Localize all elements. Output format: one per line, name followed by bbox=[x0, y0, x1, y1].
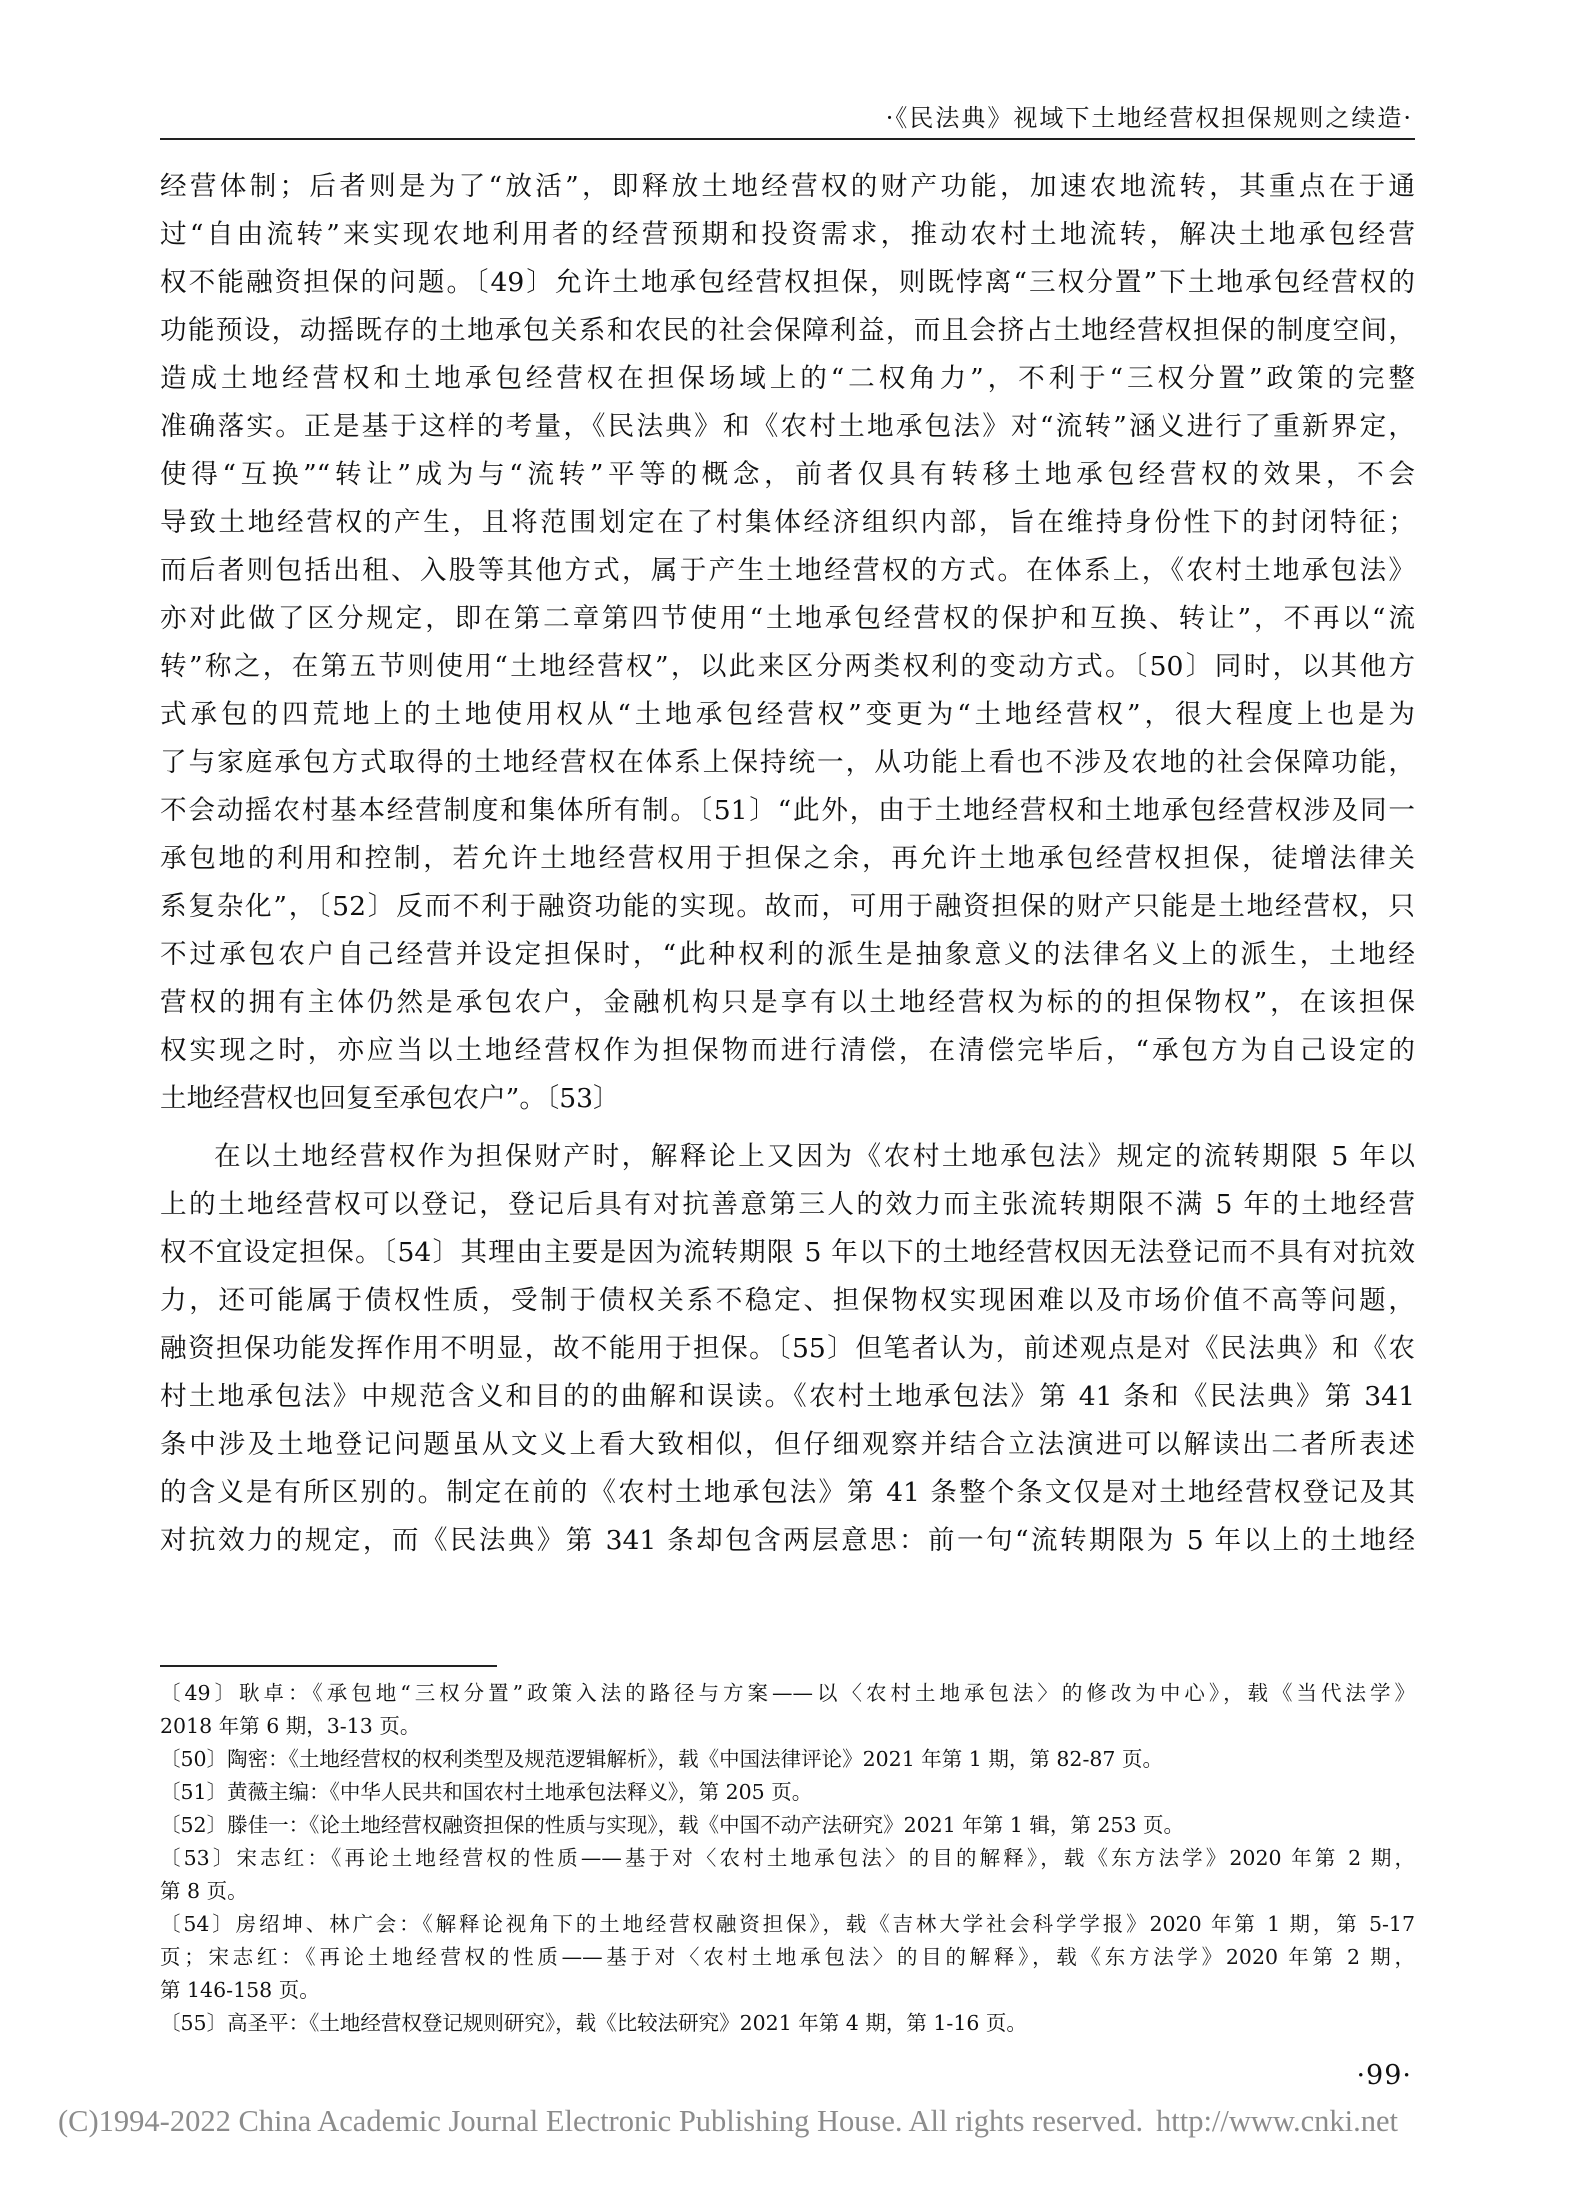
body-line: 权不能融资担保的问题。〔49〕允许土地承包经营权担保，则既悖离“三权分置”下土地承包经营权的 bbox=[160, 267, 1415, 298]
footnote-50: 〔50〕陶密：《土地经营权的权利类型及规范逻辑解析》，载《中国法律评论》2021 年第 1 期，第 82-87 页。 bbox=[160, 1747, 1163, 1771]
article-body bbox=[160, 163, 1415, 1565]
footnote-49: 〔49〕耿卓：《承包地“三权分置”政策入法的路径与方案——以〈农村土地承包法〉的修改为中心》，载《当代法学》 bbox=[160, 1681, 1415, 1705]
body-line: 造成土地经营权和土地承包经营权在担保场域上的“二权角力”，不利于“三权分置”政策的完整 bbox=[160, 363, 1415, 394]
body-line: 权不宜设定担保。〔54〕其理由主要是因为流转期限 5 年以下的土地经营权因无法登记而不具有对抗效 bbox=[160, 1237, 1415, 1268]
footnote-52: 〔52〕滕佳一：《论土地经营权融资担保的性质与实现》，载《中国不动产法研究》2021 年第 1 辑，第 253 页。 bbox=[160, 1813, 1185, 1837]
body-line: 村土地承包法》中规范含义和目的的曲解和误读。《农村土地承包法》第 41 条和《民法典》第 341 bbox=[160, 1381, 1415, 1412]
copyright-notice: (C)1994-2022 China Academic Journal Electronic Publishing House. All rights reserved. bbox=[58, 2104, 1144, 2138]
body-line: 上的土地经营权可以登记，登记后具有对抗善意第三人的效力而主张流转期限不满 5 年的土地经营 bbox=[160, 1189, 1415, 1220]
body-line: 对抗效力的规定，而《民法典》第 341 条却包含两层意思：前一句“流转期限为 5 年以上的土地经 bbox=[160, 1525, 1415, 1556]
body-line: 准确落实。正是基于这样的考量，《民法典》和《农村土地承包法》对“流转”涵义进行了重新界定， bbox=[160, 411, 1415, 442]
footnote-divider bbox=[160, 1665, 497, 1667]
body-line: 过“自由流转”来实现农地利用者的经营预期和投资需求，推动农村土地流转，解决土地承包经营 bbox=[160, 219, 1415, 250]
footnote-54-cont: 第 146-158 页。 bbox=[160, 1978, 320, 2002]
copyright-footer bbox=[58, 2104, 1518, 2139]
body-line: 了与家庭承包方式取得的土地经营权在体系上保持统一，从功能上看也不涉及农地的社会保障功能， bbox=[160, 747, 1415, 778]
cnki-url: http://www.cnki.net bbox=[1156, 2104, 1398, 2138]
body-line: 不过承包农户自己经营并设定担保时，“此种权利的派生是抽象意义的法律名义上的派生，土地经 bbox=[160, 939, 1415, 970]
body-line: 经营体制；后者则是为了“放活”，即释放土地经营权的财产功能，加速农地流转，其重点在于通 bbox=[160, 171, 1415, 202]
body-line: 承包地的利用和控制，若允许土地经营权用于担保之余，再允许土地承包经营权担保，徒增法律关 bbox=[160, 843, 1415, 874]
paragraph-start-line: 在以土地经营权作为担保财产时，解释论上又因为《农村土地承包法》规定的流转期限 5 年以 bbox=[214, 1141, 1415, 1172]
running-header bbox=[160, 96, 1415, 140]
body-line: 使得“互换”“转让”成为与“流转”平等的概念，前者仅具有转移土地承包经营权的效果，不会 bbox=[160, 459, 1415, 490]
body-line: 导致土地经营权的产生，且将范围划定在了村集体经济组织内部，旨在维持身份性下的封闭特征； bbox=[160, 507, 1415, 538]
footnote-54: 〔54〕房绍坤、林广会：《解释论视角下的土地经营权融资担保》，载《吉林大学社会科学学报》2020 年第 1 期，第 5-17 bbox=[160, 1912, 1415, 1936]
body-line: 不会动摇农村基本经营制度和集体所有制。〔51〕“此外，由于土地经营权和土地承包经营权涉及同一 bbox=[160, 795, 1415, 826]
running-title: ·《民法典》视域下土地经营权担保规则之续造· bbox=[885, 104, 1413, 132]
footnote-55: 〔55〕高圣平：《土地经营权登记规则研究》，载《比较法研究》2021 年第 4 期，第 1-16 页。 bbox=[160, 2011, 1027, 2035]
body-line: 条中涉及土地登记问题虽从文义上看大致相似，但仔细观察并结合立法演进可以解读出二者所表述 bbox=[160, 1429, 1415, 1460]
footnote-51: 〔51〕黄薇主编：《中华人民共和国农村土地承包法释义》，第 205 页。 bbox=[160, 1780, 813, 1804]
body-line: 的含义是有所区别的。制定在前的《农村土地承包法》第 41 条整个条文仅是对土地经营权登记及其 bbox=[160, 1477, 1415, 1508]
footnote-53: 〔53〕宋志红：《再论土地经营权的性质——基于对〈农村土地承包法〉的目的解释》，载《东方法学》2020 年第 2 期， bbox=[160, 1846, 1415, 1870]
body-line: 营权的拥有主体仍然是承包农户，金融机构只是享有以土地经营权为标的的担保物权”，在该担保 bbox=[160, 987, 1415, 1018]
body-line: 功能预设，动摇既存的土地承包关系和农民的社会保障利益，而且会挤占土地经营权担保的制度空间， bbox=[160, 315, 1415, 346]
footnote-49-cont: 2018 年第 6 期，3-13 页。 bbox=[160, 1714, 421, 1738]
page-number: ·99· bbox=[1356, 2060, 1412, 2091]
body-line: 土地经营权也回复至承包农户”。〔53〕 bbox=[160, 1083, 620, 1114]
footnote-53-cont: 第 8 页。 bbox=[160, 1879, 248, 1903]
body-line: 而后者则包括出租、入股等其他方式，属于产生土地经营权的方式。在体系上，《农村土地承包法》 bbox=[160, 555, 1415, 586]
footnotes bbox=[160, 1677, 1415, 2040]
body-line: 系复杂化”，〔52〕反而不利于融资功能的实现。故而，可用于融资担保的财产只能是土地经营权，只 bbox=[160, 891, 1415, 922]
body-line: 亦对此做了区分规定，即在第二章第四节使用“土地承包经营权的保护和互换、转让”，不再以“流 bbox=[160, 603, 1415, 634]
body-line: 融资担保功能发挥作用不明显，故不能用于担保。〔55〕但笔者认为，前述观点是对《民法典》和《农 bbox=[160, 1333, 1415, 1364]
footnote-54-cont: 页；宋志红：《再论土地经营权的性质——基于对〈农村土地承包法〉的目的解释》，载《东方法学》2020 年第 2 期， bbox=[160, 1945, 1415, 1969]
body-line: 式承包的四荒地上的土地使用权从“土地承包经营权”变更为“土地经营权”，很大程度上也是为 bbox=[160, 699, 1415, 730]
body-line: 权实现之时，亦应当以土地经营权作为担保物而进行清偿，在清偿完毕后，“承包方为自己设定的 bbox=[160, 1035, 1415, 1066]
body-line: 转”称之，在第五节则使用“土地经营权”，以此来区分两类权利的变动方式。〔50〕同时，以其他方 bbox=[160, 651, 1415, 682]
body-line: 力，还可能属于债权性质，受制于债权关系不稳定、担保物权实现困难以及市场价值不高等问题， bbox=[160, 1285, 1415, 1316]
